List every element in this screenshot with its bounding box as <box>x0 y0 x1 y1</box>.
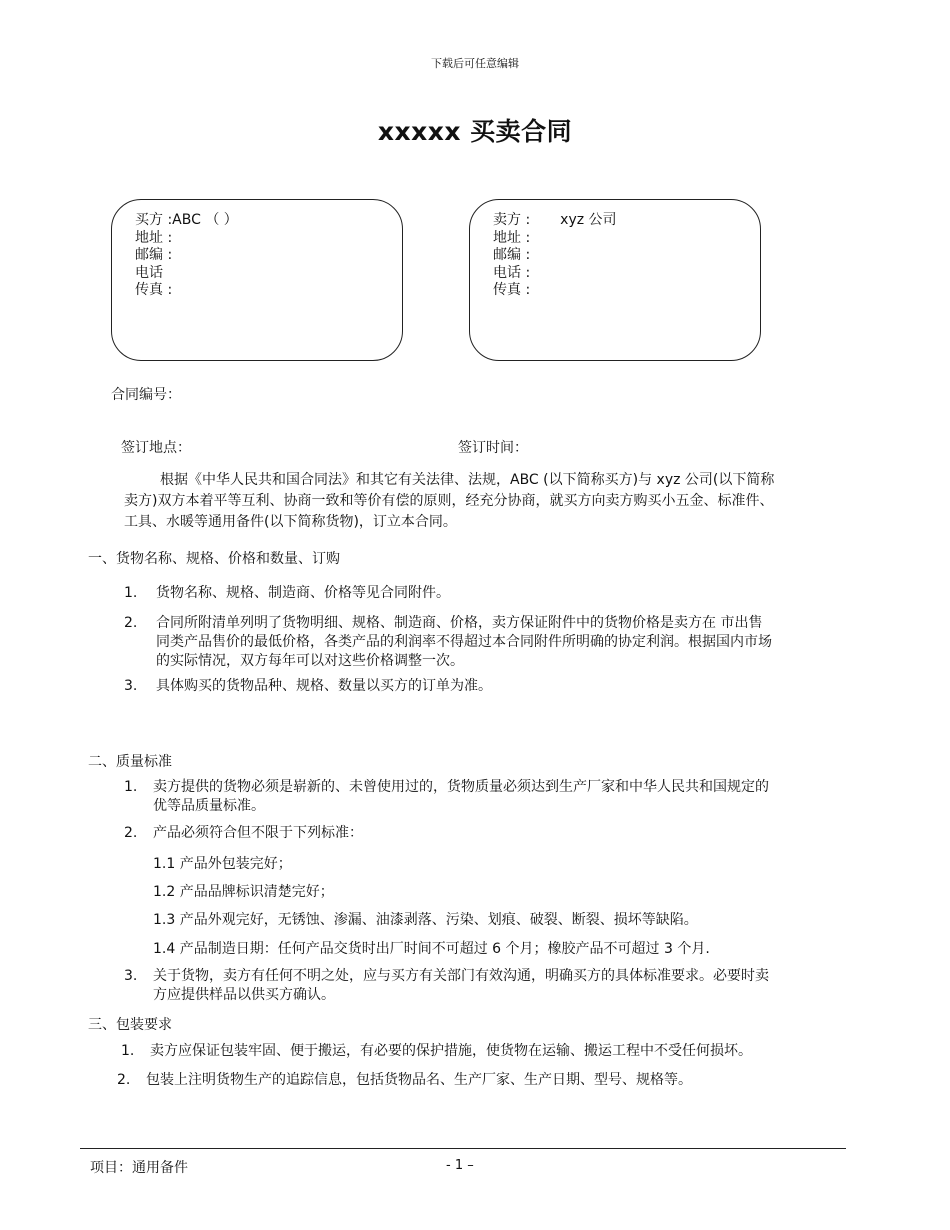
sign-place-label: 签订地点： <box>121 440 191 456</box>
item-text-line: 同类产品售价的最低价格，各类产品的利润率不得超过本合同附件所明确的协定利润。根据国内市场 <box>156 634 772 650</box>
item-text: 货物名称、规格、制造商、价格等见合同附件。 <box>156 585 450 601</box>
section-3-item-1 <box>121 1042 821 1061</box>
section-2-item-2 <box>124 824 824 843</box>
intro-line: 工具、水暖等通用备件(以下简称货物)，订立本合同。 <box>124 514 457 530</box>
seller-phone-line: 电话 : <box>493 264 531 281</box>
buyer-fax-line: 传真 : <box>135 282 173 298</box>
seller-postcode-line: 邮编 : <box>493 247 531 263</box>
section-3-heading: 三、包装要求 <box>88 1017 172 1033</box>
seller-name-line <box>493 212 617 230</box>
seller-info-box <box>469 199 761 361</box>
buyer-address-line: 地址 : <box>135 229 173 246</box>
item-text: 产品必须符合但不限于下列标准： <box>153 825 363 841</box>
header-note: 下载后可任意编辑 <box>431 57 519 70</box>
seller-fax-line: 传真 : <box>493 282 531 298</box>
item-number: 3. <box>124 678 138 694</box>
section-1-item-2 <box>124 614 824 671</box>
sign-time-label: 签订时间： <box>458 440 528 456</box>
section-3-item-2 <box>117 1071 817 1090</box>
intro-paragraph <box>124 470 842 533</box>
item-text-line: 合同所附清单列明了货物明细、规格、制造商、价格，卖方保证附件中的货物价格是卖方在 市出售 <box>156 615 763 631</box>
buyer-postcode-line: 邮编 : <box>135 247 173 263</box>
item-text-line: 的实际情况，双方每年可以对这些价格调整一次。 <box>156 653 464 669</box>
buyer-phone-line: 电话 <box>135 264 163 281</box>
item-number: 1. <box>124 779 138 795</box>
footer-page-number: - 1 – <box>446 1158 474 1173</box>
footer-project-label: 项目：通用备件 <box>90 1160 188 1176</box>
seller-name: xyz 公司 <box>560 212 617 228</box>
section-1-heading: 一、货物名称、规格、价格和数量、订购 <box>88 551 340 567</box>
document-title: xxxxx 买卖合同 <box>377 117 573 146</box>
item-text-line: 关于货物，卖方有任何不明之处，应与买方有关部门有效沟通，明确买方的具体标准要求。必要时卖 <box>153 968 769 984</box>
footer-divider <box>80 1148 846 1149</box>
intro-line: 根据《中华人民共和国合同法》和其它有关法律、法规，ABC (以下简称买方)与 xyz 公司(以下简称 <box>160 472 775 488</box>
section-1-item-1 <box>124 584 824 603</box>
item-number: 2. <box>124 615 138 631</box>
section-2-subitem-1-3: 1.3 产品外观完好，无锈蚀、渗漏、油漆剥落、污染、划痕、破裂、断裂、损坏等缺陷。 <box>153 912 698 928</box>
section-2-subitem-1-4: 1.4 产品制造日期：任何产品交货时出厂时间不可超过 6 个月；橡胶产品不可超过 3 个月. <box>153 941 710 957</box>
seller-address-line: 地址 : <box>493 229 531 246</box>
item-text-line: 方应提供样品以供买方确认。 <box>153 987 335 1003</box>
item-text: 卖方应保证包装牢固、便于搬运，有必要的保护措施，使货物在运输、搬运工程中不受任何损坏。 <box>150 1043 752 1059</box>
section-2-subitem-1-1: 1.1 产品外包装完好； <box>153 856 292 872</box>
item-number: 3. <box>124 968 138 984</box>
contract-number-label: 合同编号： <box>111 387 181 403</box>
item-text-line: 卖方提供的货物必须是崭新的、未曾使用过的，货物质量必须达到生产厂家和中华人民共和国规定的 <box>153 779 769 795</box>
item-number: 1. <box>124 585 138 601</box>
section-2-item-1 <box>124 778 824 816</box>
section-2-heading: 二、质量标准 <box>88 754 172 770</box>
item-text-line: 优等品质量标准。 <box>153 798 265 814</box>
seller-label: 卖方 : <box>493 212 531 228</box>
section-2-subitem-1-2: 1.2 产品品牌标识清楚完好； <box>153 884 334 900</box>
intro-line: 卖方)双方本着平等互利、协商一致和等价有偿的原则，经充分协商，就买方向卖方购买小五金、标准件、 <box>124 493 774 509</box>
item-number: 2. <box>117 1072 131 1088</box>
buyer-info-box <box>111 199 403 361</box>
item-number: 1. <box>121 1043 135 1059</box>
item-text: 具体购买的货物品种、规格、数量以买方的订单为准。 <box>156 678 492 694</box>
section-2-item-3 <box>124 967 824 1005</box>
buyer-name-line: 买方 :ABC （ ） <box>135 212 238 228</box>
item-text: 包装上注明货物生产的追踪信息，包括货物品名、生产厂家、生产日期、型号、规格等。 <box>146 1072 692 1088</box>
section-1-item-3 <box>124 677 824 696</box>
item-number: 2. <box>124 825 138 841</box>
